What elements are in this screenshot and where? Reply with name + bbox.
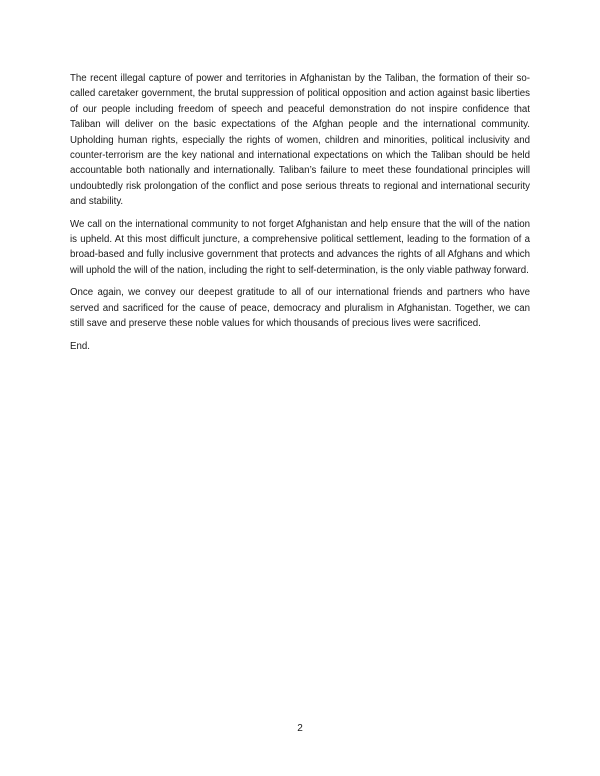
paragraph-end: End. (70, 340, 90, 352)
paragraph-international-call: We call on the international community to not forget Afghanistan and help ensure that the will of the nation is upheld. At this most difficult juncture, a comprehensive political settlement, leading to the formation of a broad-based and fully inclusive government that protects and advances the rights of all Afghans and which will uphold the will of the nation, including the right to self-determination, is the only viable pathway forward. (70, 218, 530, 276)
document-body (70, 71, 530, 361)
paragraph-gratitude: Once again, we convey our deepest gratitude to all of our international friends and partners who have served and sacrificed for the cause of peace, democracy and pluralism in Afghanistan. Together, we can still save and preserve these noble values for which thousands of precious lives were sacrificed. (70, 287, 530, 330)
page-number: 2 (297, 723, 303, 734)
paragraph-taliban-capture: The recent illegal capture of power and territories in Afghanistan by the Taliban, the formation of their so-called caretaker government, the brutal suppression of political opposition and action against basic liberties of our people including freedom of speech and peaceful demonstration do not inspire confidence that Taliban will deliver on the basic expectations of the Afghan people and the international community. Upholding human rights, especially the rights of women, children and minorities, political inclusivity and counter-terrorism are the key national and international expectations on which the Taliban should be held accountable both nationally and internationally. Taliban’s failure to meet these foundational principles will undoubtedly risk prolongation of the conflict and pose serious threats to regional and international security and stability. (70, 73, 530, 208)
